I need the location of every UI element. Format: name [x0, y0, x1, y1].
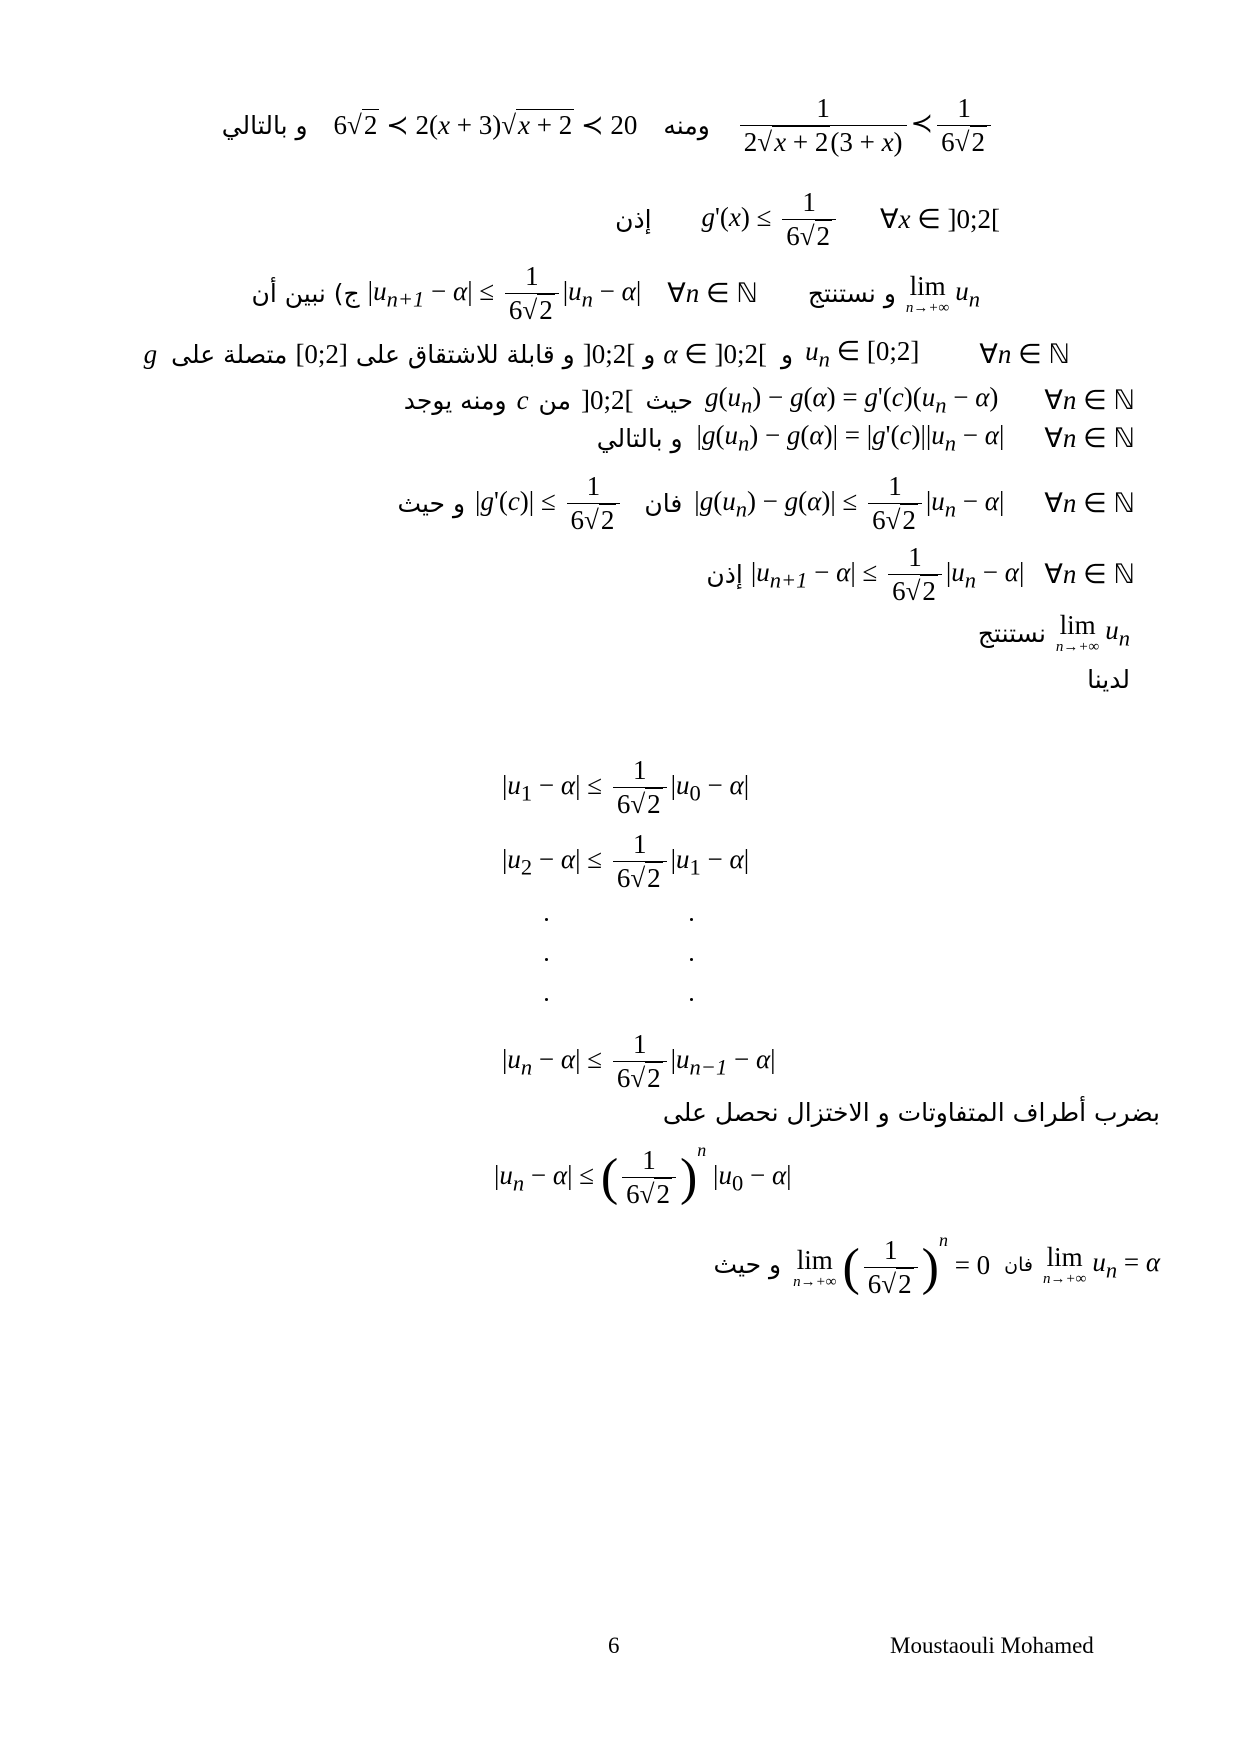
- text-therefore: إذن: [615, 205, 652, 235]
- text-hence: ومنه: [663, 111, 710, 141]
- ellipsis-dot: [690, 958, 693, 961]
- math-abs-mvt: $|g(u_n) - g(\alpha)| = |g'(c)||u_n - \alpha|$: [696, 420, 1005, 456]
- math-gprime-c-bound: |g'(c)| ≤ $\frac{1}{6√2}$: [475, 472, 624, 535]
- text-such-that: حيث: [645, 385, 693, 415]
- text-we-have: لدينا: [1087, 665, 1130, 694]
- math-forall-n-3: ∀n ∈ ℕ: [1044, 384, 1135, 415]
- math-un-in: $u_n$ ∈ [0;2]: [805, 336, 920, 372]
- math-forall-n-5: ∀n ∈ ℕ: [1044, 488, 1135, 519]
- line-we-deduce: [978, 610, 1130, 656]
- math-forall-n: ∀n ∈ ℕ: [667, 278, 758, 309]
- math-recurrence-bound-2: $|u_{n+1} - \alpha|$ ≤ $\frac{1}{6√2}$ $|u_n - \alpha|$: [750, 542, 1025, 606]
- math-forall-n-4: ∀n ∈ ℕ: [1044, 422, 1135, 453]
- text-and-therefore: و بالتالي: [221, 111, 308, 141]
- text-and-1: و: [643, 339, 656, 369]
- math-recurrence-bound: $|u_{n+1} - \alpha|$ ≤ $\frac{1}{6√2}$ $|u_n - \alpha|$: [367, 261, 642, 325]
- line-final-limit: [714, 1230, 1160, 1299]
- text-multiply: بضرب أطراف المتفاوتات و الاختزال نحصل على: [662, 1098, 1160, 1127]
- text-and-2: و: [781, 339, 794, 369]
- text-continuous: متصلة على: [171, 339, 288, 369]
- math-forall-x: ∀x ∈ ]0;2[: [880, 204, 1000, 235]
- text-part-c: ج) نبين أن: [251, 279, 360, 309]
- math-c: c: [516, 384, 529, 415]
- line-inequality-chain: [222, 94, 995, 157]
- text-there-exists: ومنه يوجد: [403, 385, 507, 415]
- text-and-since: و حيث: [397, 489, 466, 519]
- line-we-have: [1087, 665, 1130, 694]
- text-therefore-2: إذن: [706, 560, 743, 590]
- ellipsis-dot: [690, 918, 693, 921]
- line-mean-value: [404, 382, 1135, 418]
- math-lim-power: lim n→+∞ ( $\frac{1}{6√2}$ )$^n$ = 0: [793, 1230, 991, 1299]
- text-diff-on: و قابلة للاشتقاق على: [355, 339, 575, 369]
- line-part-c: [252, 262, 981, 325]
- math-g: g: [143, 338, 158, 369]
- text-and-since-2: و حيث: [713, 1250, 782, 1280]
- ineq-n: $|u_n - \alpha|$ ≤ $\frac{1}{6√2}$ $|u_{n-1} - \alpha|$: [502, 1029, 776, 1093]
- text-from: من: [538, 385, 571, 415]
- math-limit-un: lim n→+∞ $u_n$: [905, 270, 980, 316]
- math-lim-un-alpha: lim n→+∞ $u_n = \alpha$: [1043, 1241, 1160, 1287]
- ellipsis-dot: [545, 958, 548, 961]
- math-fraction-bound: $\frac{1}{2√x + 2(3 + x)}$ ≺ $\frac{1}{6√2}$: [736, 94, 995, 157]
- math-mvt: $g(u_n) - g(\alpha) = g'(c)(u_n - \alpha)$: [705, 382, 999, 418]
- ellipsis-dot: [690, 998, 693, 1001]
- ineq-1: $|u_1 - \alpha|$ ≤ $\frac{1}{6√2}$ $|u_0 - \alpha|$: [502, 755, 750, 819]
- line-product-result: [494, 1140, 792, 1209]
- line-derivative-bound: [615, 188, 1000, 251]
- text-then: فان: [644, 489, 683, 519]
- text-and-deduce: و نستنتج: [807, 279, 896, 309]
- math-open-interval-2: ]0;2[: [580, 384, 634, 415]
- math-chain-20: 6√2 ≺ 2(x + 3)√x + 2 ≺ 20: [333, 110, 638, 141]
- line-therefore-recurrence: [706, 543, 1135, 606]
- ellipsis-dot: [545, 998, 548, 1001]
- math-forall-n-6: ∀n ∈ ℕ: [1044, 559, 1135, 590]
- author-name: Moustaouli Mohamed: [890, 1633, 1094, 1658]
- math-open-interval: ]0;2[: [582, 338, 636, 369]
- math-limit-un-2: lim n→+∞ $u_n$: [1055, 610, 1130, 655]
- line-continuity: [144, 336, 1070, 372]
- text-and-therefore-2: و بالتالي: [596, 423, 683, 453]
- ineq-2: $|u_2 - \alpha|$ ≤ $\frac{1}{6√2}$ $|u_1 - \alpha|$: [502, 829, 750, 893]
- text-we-deduce: نستنتج: [977, 618, 1046, 648]
- math-g-diff-bound: $|g(u_n) - g(\alpha)|$ ≤ $\frac{1}{6√2}$ $|u_n - \alpha|$: [694, 471, 1005, 535]
- line-abs-mvt: [597, 420, 1135, 456]
- ellipsis-dot: [545, 918, 548, 921]
- text-then-2: فان: [1004, 1253, 1033, 1276]
- math-forall-n-2: ∀n ∈ ℕ: [979, 338, 1070, 369]
- line-multiply: [663, 1098, 1160, 1127]
- line-since-bound: [397, 472, 1135, 535]
- math-closed-interval: [0;2]: [295, 338, 348, 369]
- math-alpha-in: α ∈ ]0;2[: [663, 338, 768, 369]
- page-number: 6: [608, 1633, 620, 1658]
- math-derivative-bound: g'(x) ≤ $\frac{1}{6√2}$: [702, 188, 840, 251]
- math-product-result: $|u_n - \alpha|$ ≤ ( $\frac{1}{6√2}$ )$^n$ $|u_0 - \alpha|$: [494, 1140, 792, 1209]
